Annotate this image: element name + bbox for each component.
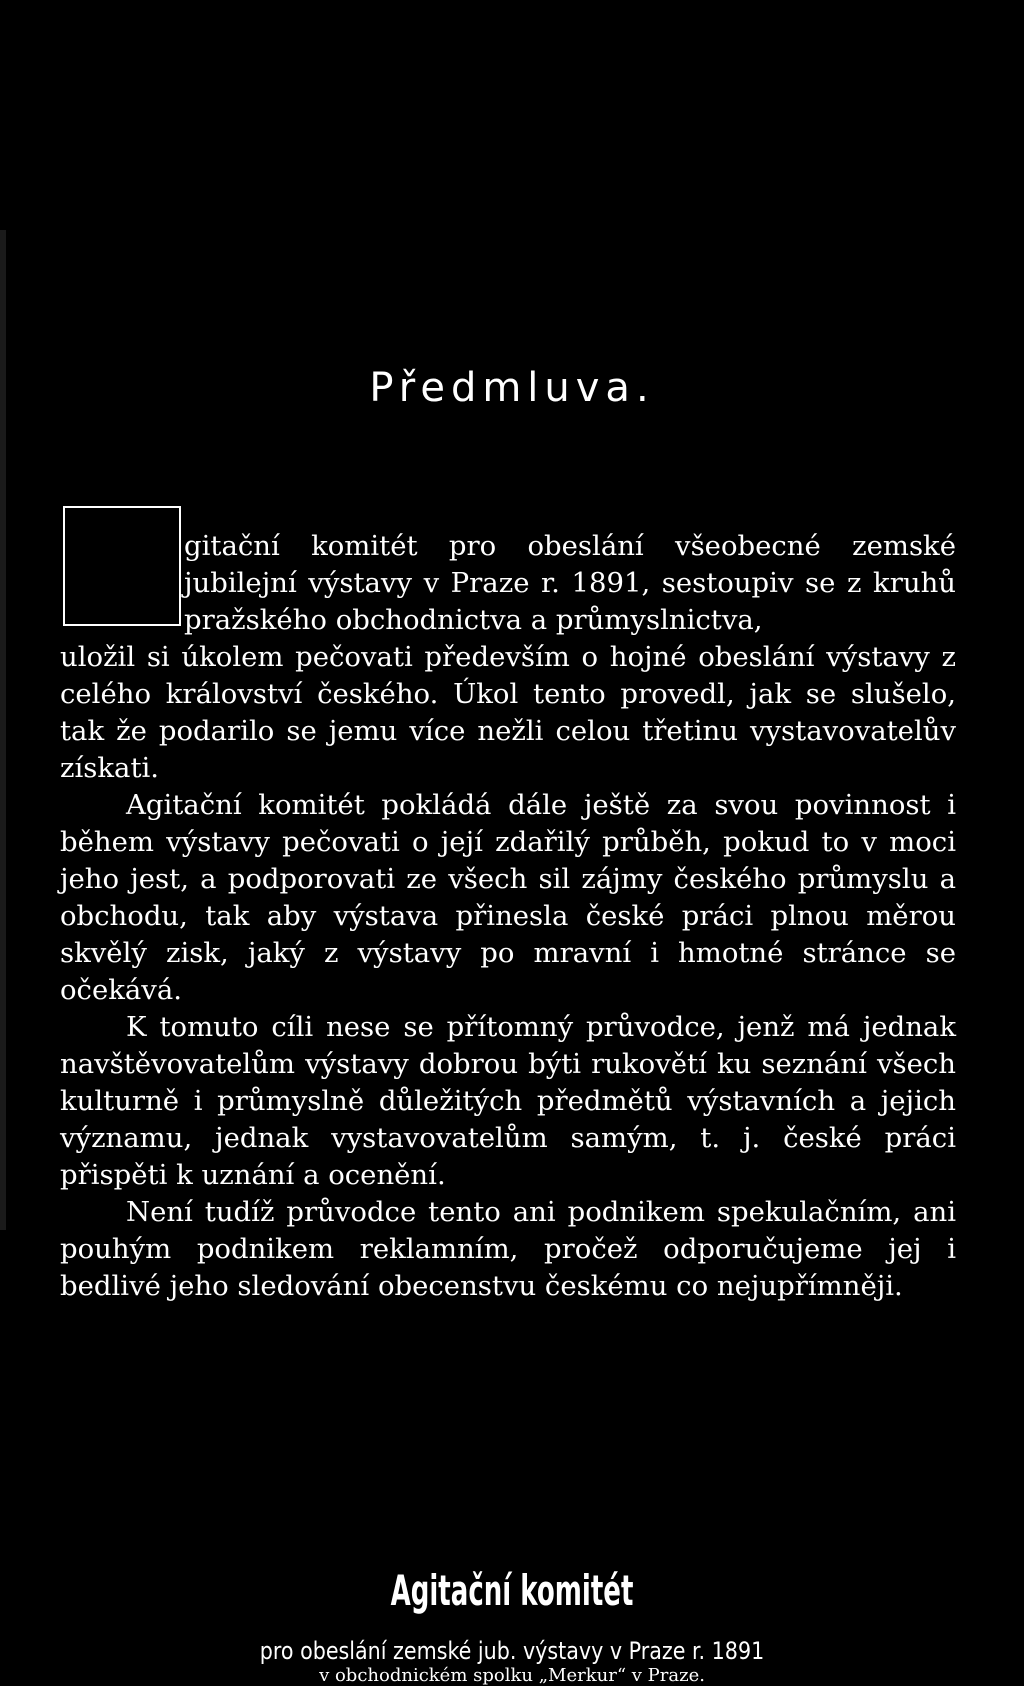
signature-name: Agitační komitét xyxy=(390,1566,634,1615)
signature-line-1: pro obeslání zemské jub. výstavy v Praze r. 1891 xyxy=(259,1637,765,1665)
paragraph-1-head: gitační komitét pro obeslání všeobecné zemské jubilejní výstavy v Praze r. 1891, sestoupiv se z kruhů pražského obchodnictva a průmyslnictva, xyxy=(184,530,956,636)
paragraph-2: Agitační komitét pokládá dále ještě za svou povinnost i během výstavy pečovati o její zdařilý průběh, pokud to v moci jeho jest, a podporovati ze všech sil zájmy českého průmyslu a obchodu, tak aby výstava přinesla české práci plnou měrou skvělý zisk, jaký z výstavy po mravní i hmotné stránce se očekává. xyxy=(60,789,956,1006)
paragraph-3: K tomuto cíli nese se přítomný průvodce, jenž má jednak navštěvovatelům výstavy dobrou býti rukovětí ku seznání všech kulturně i průmyslně důležitých předmětů výstavních a jejich významu, jednak vystavovatelům samým, t. j. české práci přispěti k uznání a ocenění. xyxy=(60,1011,956,1191)
paragraph-4: Není tudíž průvodce tento ani podnikem spekulačním, ani pouhým podnikem reklamním, pročež odporučujeme jej i bedlivé jeho sledování obecenstvu českému co nejupřímněji. xyxy=(60,1196,956,1302)
signature-line-2: v obchodnickém spolku „Merkur“ v Praze. xyxy=(319,1665,705,1686)
preface-body xyxy=(60,528,956,1305)
paragraph-1-tail: uložil si úkolem pečovati především o hojné obeslání výstavy z celého království českého. Úkol tento provedl, jak se slušelo, tak že podarilo se jemu více nežli celou třetinu vystavovatelův získati. xyxy=(60,641,956,784)
page-title: Předmluva. xyxy=(369,365,655,411)
